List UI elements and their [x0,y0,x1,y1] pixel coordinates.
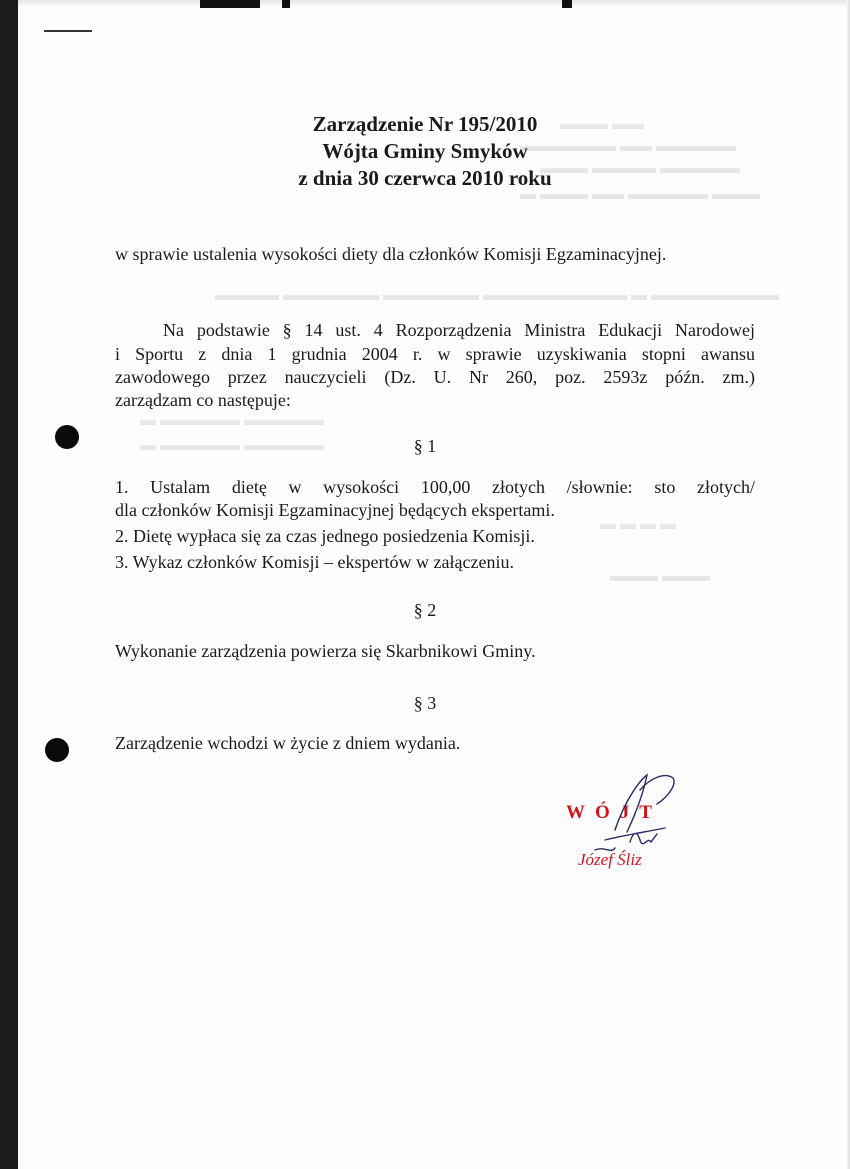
scan-top-mark [200,0,260,8]
document-title-issuer: Wójta Gminy Smyków [322,139,528,163]
stamp-title: WÓJT [566,802,662,823]
scan-dash-mark [44,30,92,32]
stamp-name: Józef Śliz [578,850,642,869]
section-1-item-2: 2. Dietę wypłaca się za czas jednego posiedzenia Komisji. [115,526,535,546]
scan-top-mark [282,0,290,8]
section-1-item-1: 1. Ustalam dietę w wysokości 100,00 złotych /słownie: sto złotych/ [115,477,755,497]
section-2-heading: § 2 [413,600,437,620]
section-1-item-1-continued: dla członków Komisji Egzaminacyjnej będących ekspertami. [115,500,555,520]
document-page: ▬▬▬ ▬▬ ▬▬▬▬▬▬ ▬▬ ▬▬▬▬▬ ▬▬▬ ▬▬▬▬ ▬▬▬▬▬ ▬ ▬▬▬ ▬▬ ▬▬▬▬▬ ▬▬▬ ▬▬▬▬ ▬▬▬▬▬▬ ▬▬▬▬▬▬ ▬▬▬▬▬▬▬▬▬ ▬ ▬▬▬▬▬▬▬▬ ▬ ▬▬▬▬▬ ▬▬▬▬▬ ▬ ▬▬▬▬▬ ▬▬▬▬▬ ▬ ▬ ▬ ▬ ▬▬▬ ▬▬▬ Zarządzenie Nr 195/2010 Wójta Gminy Smyków z dnia 30 czerwca 2010 roku w sprawie ustalenia wysokości diety dla członków Komisji Egzaminacyjnej. Na podstawie § 14 ust. 4 Rozporządzenia Ministra Edukacji Narodowej i Sportu z dnia 1 grudnia 2004 r. w sprawie uzyskiwania stopni awansu zawodowego przez nauczycieli (Dz. U. Nr 260, poz. 2593z późn. zm.) zarządzam co następuje: § 1 1. Ustalam dietę w wysokości 100,00 złotych /słownie: sto złotych/ dla członków Komisji Egzaminacyjnej będących ekspertami. 2. Dietę wypłaca się za czas jednego posiedzenia Komisji. 3. Wykaz członków Komisji – ekspertów w załączeniu. § 2 Wykonanie zarządzenia powierza się Skarbnikowi Gminy. § 3 Zarządzenie wchodzi w życie z dniem wydania. WÓJT Józef Śliz [0,0,850,1169]
preamble-line: i Sportu z dnia 1 grudnia 2004 r. w sprawie uzyskiwania stopni awansu [115,344,755,364]
handwritten-signature [585,770,695,865]
scan-top-mark [562,0,572,8]
preamble-line: zarządzam co następuje: [115,390,291,410]
preamble-line: zawodowego przez nauczycieli (Dz. U. Nr 260, poz. 2593z późn. zm.) [115,367,755,387]
section-3-heading: § 3 [413,693,437,713]
section-1-heading: § 1 [413,436,437,456]
section-1-item-3: 3. Wykaz członków Komisji – ekspertów w załączeniu. [115,552,514,572]
section-2-text: Wykonanie zarządzenia powierza się Skarbnikowi Gminy. [115,641,536,661]
section-3-text: Zarządzenie wchodzi w życie z dniem wydania. [115,733,461,753]
preamble-line: Na podstawie § 14 ust. 4 Rozporządzenia Ministra Edukacji Narodowej [163,320,755,340]
document-title-date: z dnia 30 czerwca 2010 roku [298,166,552,190]
document-title-number: Zarządzenie Nr 195/2010 [312,112,538,136]
document-subject: w sprawie ustalenia wysokości diety dla członków Komisji Egzaminacyjnej. [115,244,667,264]
punch-hole [45,738,69,762]
scan-top-edge [18,0,850,8]
